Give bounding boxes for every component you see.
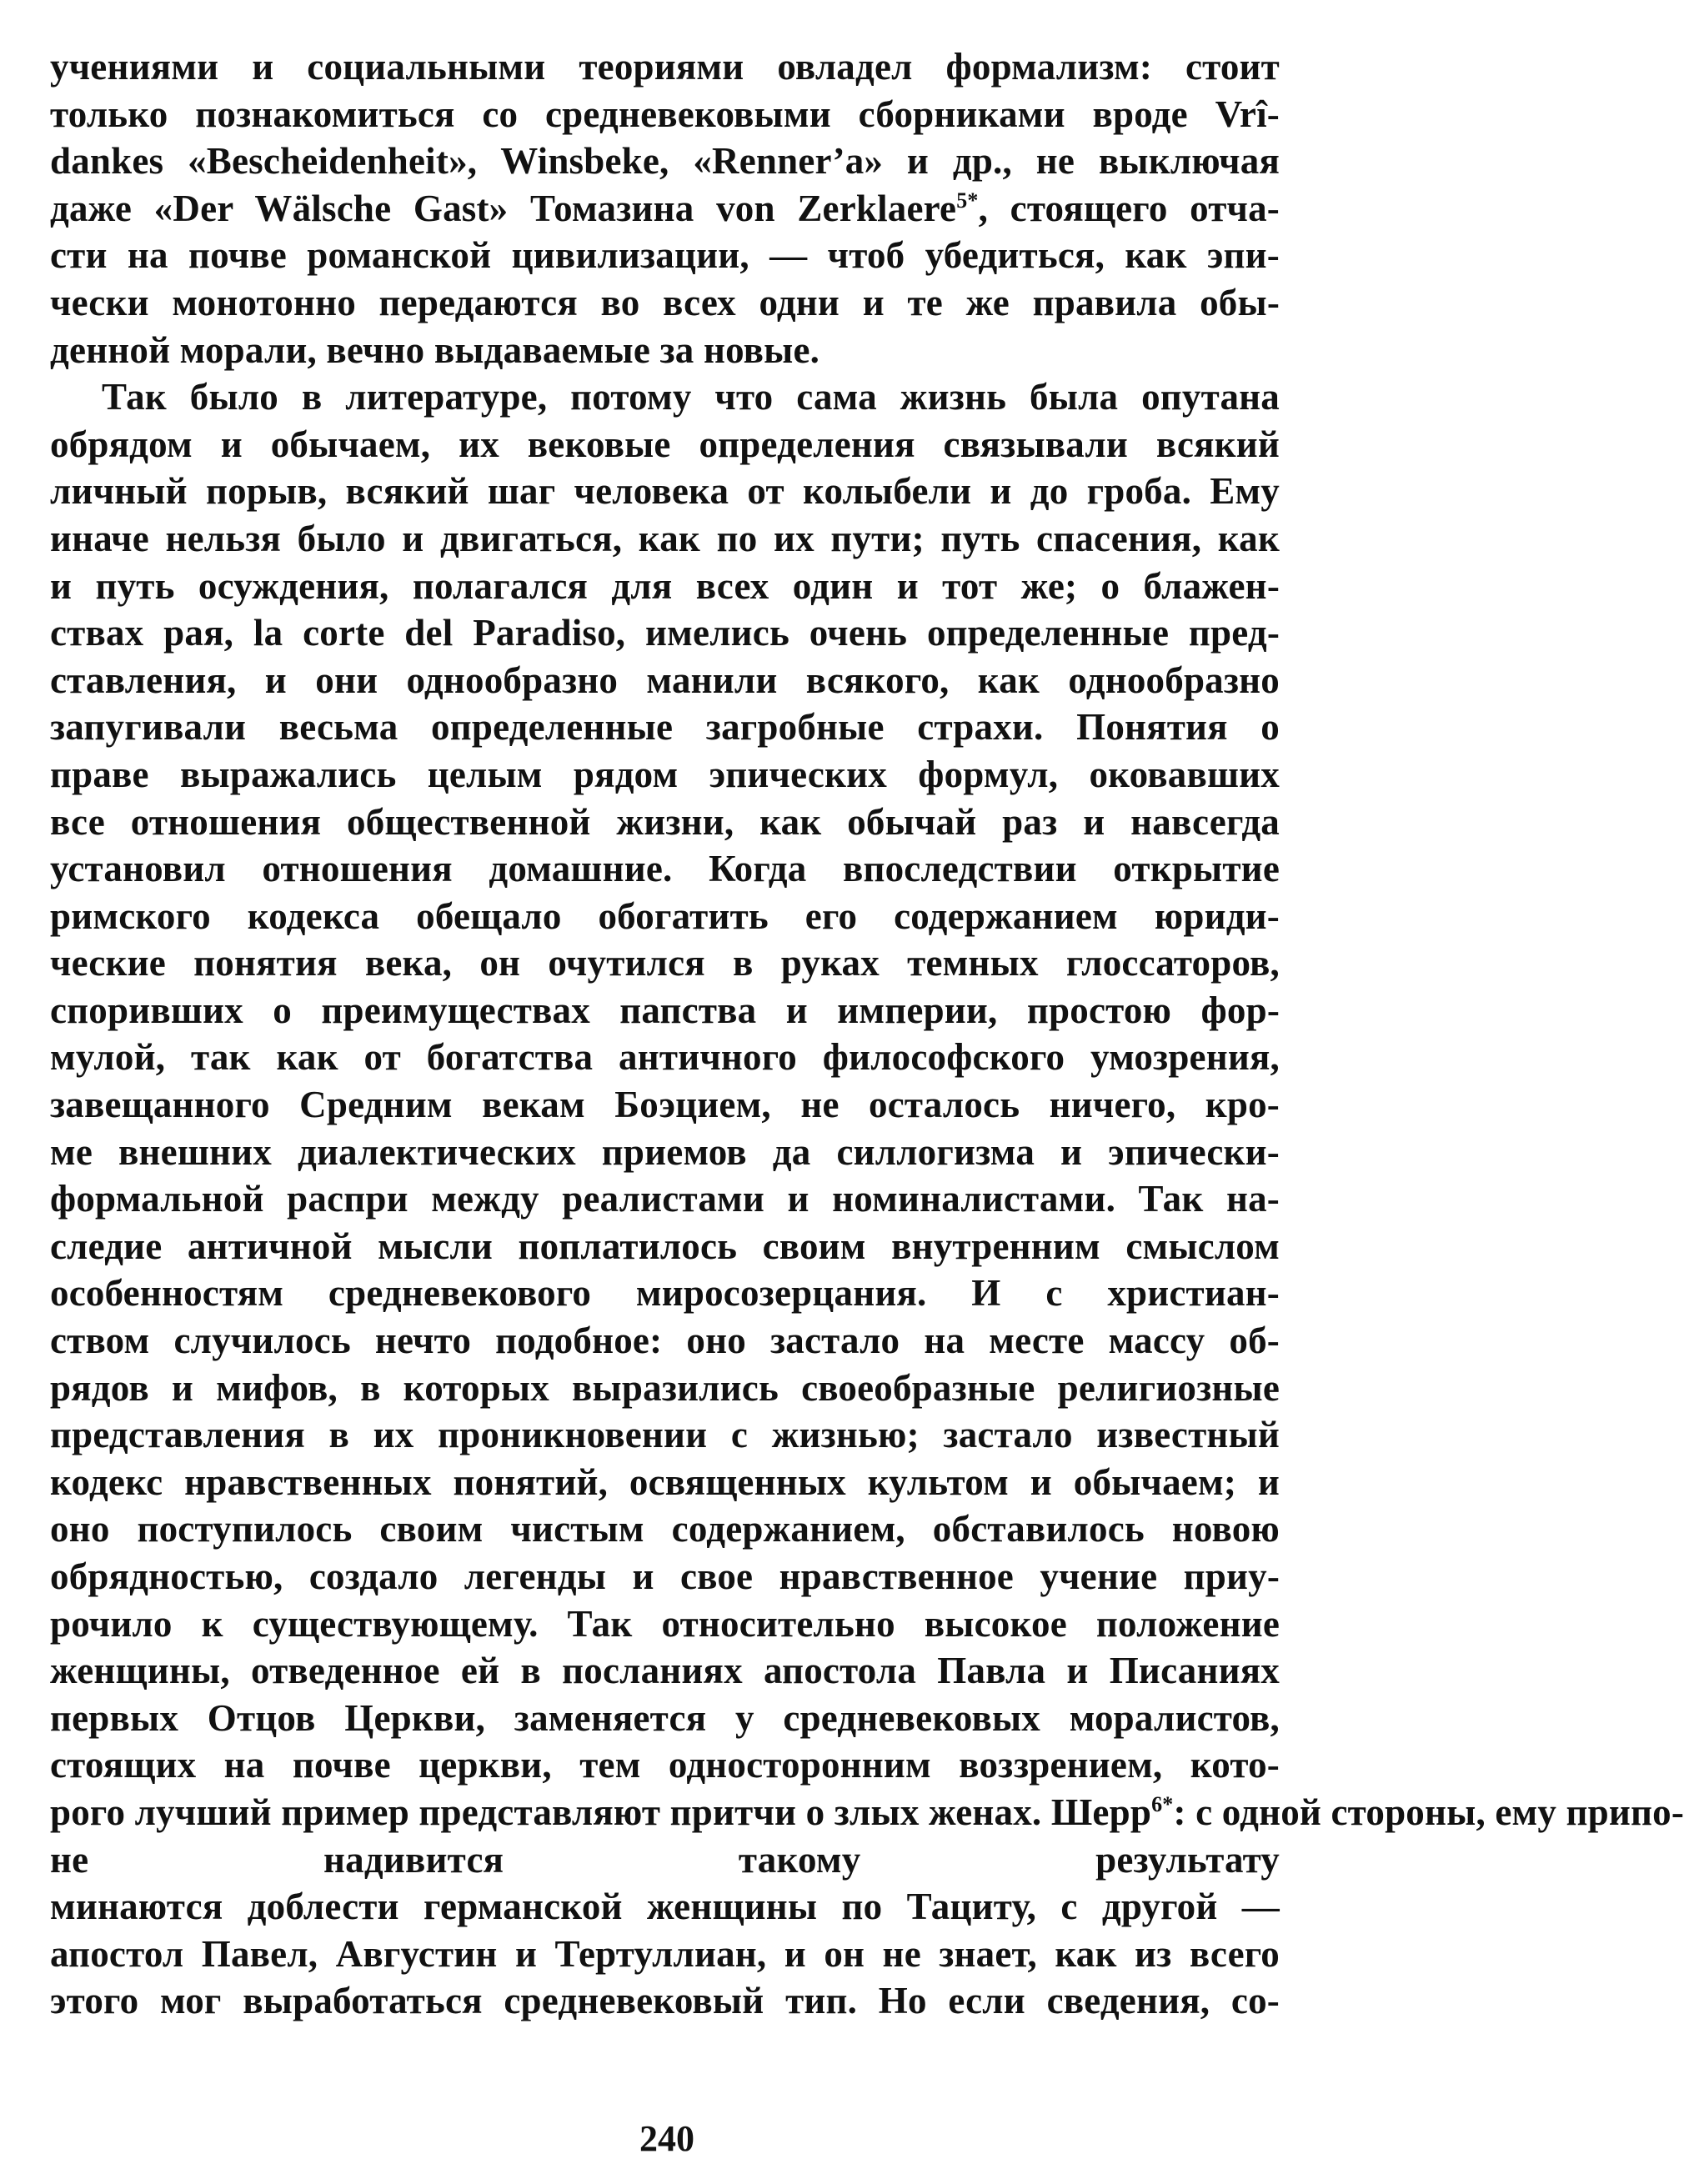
text-line: не надивится такому результату — [50, 1838, 1280, 1881]
text-line: иначе нельзя было и двигаться, как по их пути; путь спасения, как — [50, 517, 1280, 559]
text-line: первых Отцов Церкви, заменяется у средневековых моралистов, — [50, 1696, 1280, 1739]
text-fragment: рого лучший пример представляют притчи о злых женах. Шерр — [50, 1791, 1152, 1833]
text-line: этого мог выработаться средневековый тип. Но если сведения, со- — [50, 1980, 1280, 2022]
text-fragment: , стоящего отча- — [978, 187, 1280, 229]
text-line: ством случилось нечто подобное: оно застало на месте массу об- — [50, 1320, 1280, 1362]
text-line: представления в их проникновении с жизнью; застало известный — [50, 1414, 1280, 1456]
text-line: и путь осуждения, полагался для всех один и тот же; о блажен- — [50, 564, 1280, 607]
text-line — [50, 185, 1280, 233]
text-line: следие античной мысли поплатилось своим внутренним смыслом — [50, 1225, 1280, 1267]
text-line: апостол Павел, Августин и Тертуллиан, и он не знает, как из всего — [50, 1932, 1280, 1975]
text-line: завещанного Средним векам Боэцием, не осталось ничего, кро- — [50, 1084, 1280, 1126]
text-line: денной морали, вечно выдаваемые за новые. — [50, 328, 820, 371]
text-line: стоящих на почве церкви, тем односторонним воззрением, кото- — [50, 1744, 1280, 1786]
text-line: только познакомиться со средневековыми сборниками вроде Vrî- — [50, 93, 1280, 135]
text-line: мулой, так как от богатства античного философского умозрения, — [50, 1036, 1280, 1079]
text-line: обрядом и обычаем, их вековые определения связывали всякий — [50, 423, 1280, 465]
footnote-marker: 5* — [956, 188, 979, 213]
text-line: учениями и социальными теориями овладел формализм: стоит — [50, 46, 1280, 88]
text-fragment: даже «Der Wälsche Gast» Томазина von Zerklaere — [50, 187, 957, 229]
text-line: dankes «Bescheidenheit», Winsbeke, «Renner’a» и др., не выключая — [50, 140, 1280, 183]
text-line: ме внешних диалектических приемов да силлогизма и эпически- — [50, 1130, 1280, 1173]
text-line: минаются доблести германской женщины по Тациту, с другой — — [50, 1886, 1280, 1928]
text-line: Так было в литературе, потому что сама жизнь была опутана — [102, 376, 1280, 418]
text-line: праве выражались целым рядом эпических формул, оковавших — [50, 753, 1280, 795]
text-line: рочило к существующему. Так относительно высокое положение — [50, 1602, 1280, 1645]
footnote-marker: 6* — [1151, 1791, 1174, 1816]
text-line: римского кодекса обещало обогатить его содержанием юриди- — [50, 894, 1280, 937]
text-line: личный порыв, всякий шаг человека от колыбели и до гроба. Ему — [50, 470, 1280, 513]
text-line: формальной распри между реалистами и номиналистами. Так на- — [50, 1178, 1280, 1220]
text-line: обрядностью, создало легенды и свое нравственное учение приу- — [50, 1555, 1280, 1597]
text-line: особенностям средневекового миросозерцания. И с христиан- — [50, 1272, 1280, 1315]
text-line: рядов и мифов, в которых выразились своеобразные религиозные — [50, 1366, 1280, 1409]
text-line: запугивали весьма определенные загробные страхи. Понятия о — [50, 706, 1280, 749]
page-number: 240 — [639, 2118, 694, 2159]
text-line: оно поступилось своим чистым содержанием, обставилось новою — [50, 1508, 1280, 1550]
text-fragment: : с одной стороны, ему припо- — [1173, 1791, 1684, 1833]
text-line: споривших о преимуществах папства и империи, простою фор- — [50, 989, 1280, 1031]
text-line: все отношения общественной жизни, как обычай раз и навсегда — [50, 800, 1280, 843]
text-line: чески монотонно передаются во всех одни и те же правила обы- — [50, 281, 1280, 323]
text-line: кодекс нравственных понятий, освященных культом и обычаем; и — [50, 1460, 1280, 1503]
text-line: сти на почве романской цивилизации, — чтоб убедиться, как эпи- — [50, 234, 1280, 277]
text-line: ческие понятия века, он очутился в руках темных глоссаторов, — [50, 942, 1280, 984]
text-line: установил отношения домашние. Когда впоследствии открытие — [50, 848, 1280, 890]
text-line: ставления, и они однообразно манили всякого, как однообразно — [50, 659, 1280, 701]
text-line: женщины, отведенное ей в посланиях апостола Павла и Писаниях — [50, 1650, 1280, 1692]
text-line — [50, 1789, 1684, 1836]
text-line: ствах рая, la corte del Paradiso, имелись очень определенные пред- — [50, 612, 1280, 654]
text-block — [50, 43, 1684, 2025]
